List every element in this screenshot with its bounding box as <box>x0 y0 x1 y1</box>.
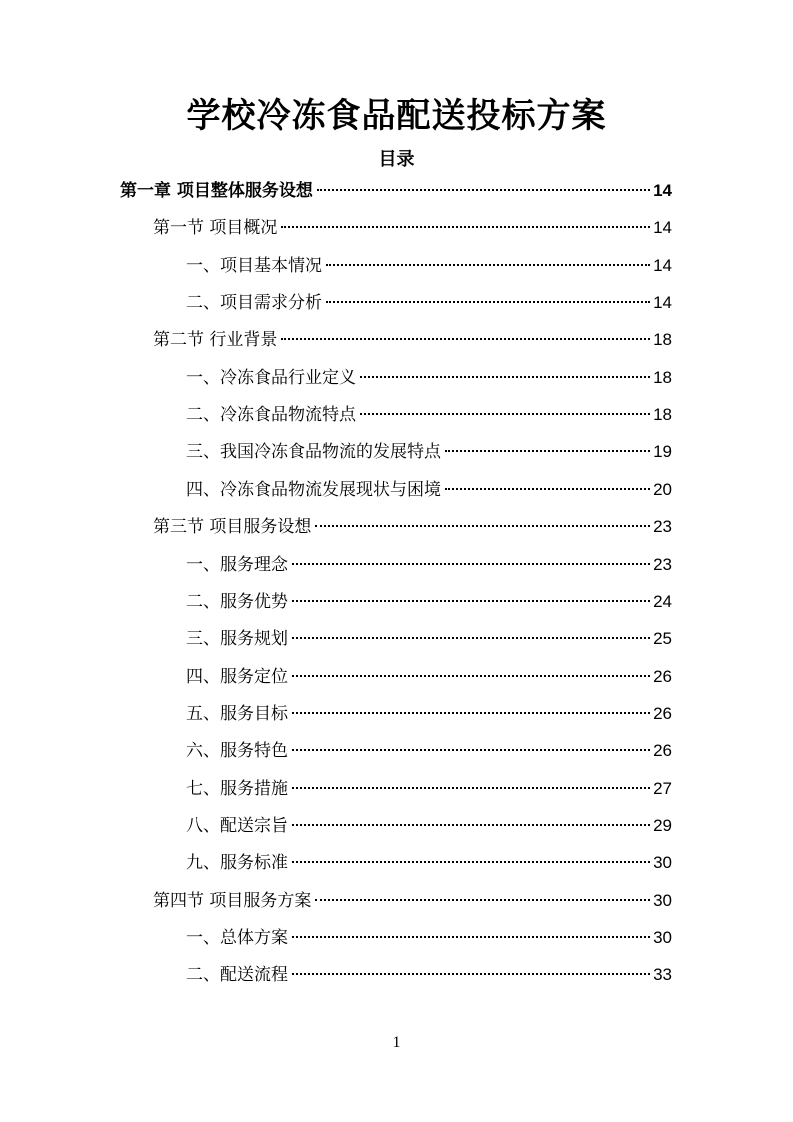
toc-entry-page: 26 <box>653 666 672 686</box>
toc-dot-leader <box>281 338 650 340</box>
toc-entry[interactable] <box>186 848 672 878</box>
toc-dot-leader <box>281 226 650 228</box>
toc-entry-label: 四、服务定位 <box>186 666 288 687</box>
toc-entry-page: 18 <box>653 330 672 350</box>
toc-dot-leader <box>292 787 650 789</box>
toc-entry-page: 20 <box>653 479 672 499</box>
toc-dot-leader <box>445 450 650 452</box>
toc-entry[interactable] <box>153 512 672 542</box>
toc-entry-page: 14 <box>653 255 672 275</box>
toc-entry-page: 18 <box>653 367 672 387</box>
toc-entry-label: 第一节 项目概况 <box>153 218 278 239</box>
toc-entry[interactable] <box>186 251 672 281</box>
toc-entry-label: 第三节 项目服务设想 <box>153 517 312 538</box>
toc-entry[interactable] <box>186 550 672 580</box>
toc-entry-page: 18 <box>653 405 672 425</box>
toc-heading: 目录 <box>378 149 415 170</box>
toc-entry-label: 第一章 项目整体服务设想 <box>120 181 313 201</box>
toc-entry[interactable] <box>153 325 672 355</box>
toc-entry-label: 九、服务标准 <box>186 853 288 874</box>
toc-entry-label: 第二节 行业背景 <box>153 330 278 351</box>
toc-entry[interactable] <box>186 736 672 766</box>
toc-entry-page: 30 <box>653 890 672 910</box>
toc-entry-label: 三、我国冷冻食品物流的发展特点 <box>186 442 441 463</box>
toc-entry-label: 五、服务目标 <box>186 703 288 724</box>
toc-dot-leader <box>292 563 650 565</box>
toc-dot-leader <box>292 936 650 938</box>
toc-entry[interactable] <box>153 213 672 243</box>
toc-entry-page: 24 <box>653 591 672 611</box>
toc-dot-leader <box>292 675 650 677</box>
toc-entry-label: 四、冷冻食品物流发展现状与困境 <box>186 479 441 500</box>
toc-entry-page: 19 <box>653 442 672 462</box>
toc-entry[interactable] <box>186 923 672 953</box>
toc-dot-leader <box>445 488 650 490</box>
toc-entry-page: 26 <box>653 741 672 761</box>
toc-dot-leader <box>326 264 650 266</box>
toc-entry[interactable] <box>120 176 672 206</box>
document-title: 学校冷冻食品配送投标方案 <box>186 96 607 136</box>
toc-entry-page: 23 <box>653 517 672 537</box>
toc-entry[interactable] <box>186 587 672 617</box>
toc-entry-page: 25 <box>653 629 672 649</box>
toc-dot-leader <box>292 749 650 751</box>
toc-dot-leader <box>292 861 650 863</box>
toc-dot-leader <box>360 376 650 378</box>
toc-dot-leader <box>317 189 650 191</box>
toc-entry-label: 二、服务优势 <box>186 591 288 612</box>
toc-entry[interactable] <box>186 811 672 841</box>
page-number: 1 <box>392 1034 401 1051</box>
toc-entry-label: 第四节 项目服务方案 <box>153 890 312 911</box>
toc-entry[interactable] <box>186 624 672 654</box>
toc-entry-label: 八、配送宗旨 <box>186 815 288 836</box>
toc-entry[interactable] <box>186 400 672 430</box>
toc-entry-page: 29 <box>653 815 672 835</box>
toc-entry-label: 二、冷冻食品物流特点 <box>186 405 356 426</box>
toc-dot-leader <box>292 973 650 975</box>
toc-dot-leader <box>326 301 650 303</box>
toc-entry-page: 33 <box>653 965 672 985</box>
toc-entry-page: 14 <box>653 218 672 238</box>
toc-entry-label: 二、配送流程 <box>186 965 288 986</box>
toc-entry-page: 27 <box>653 778 672 798</box>
toc-entry[interactable] <box>186 475 672 505</box>
toc-entry[interactable] <box>186 699 672 729</box>
toc-entry-page: 14 <box>653 181 672 200</box>
toc-entry-page: 30 <box>653 928 672 947</box>
toc-entry[interactable] <box>153 886 672 916</box>
toc-entry-label: 六、服务特色 <box>186 741 288 762</box>
toc-entry-label: 一、冷冻食品行业定义 <box>186 367 356 388</box>
toc-entry[interactable] <box>186 662 672 692</box>
toc-dot-leader <box>315 899 650 901</box>
toc-dot-leader <box>292 824 650 826</box>
toc-entry-page: 30 <box>653 853 672 873</box>
toc-entry[interactable] <box>186 960 672 990</box>
toc-entry-label: 一、服务理念 <box>186 554 288 575</box>
toc-entry[interactable] <box>186 363 672 393</box>
toc-entry-label: 二、项目需求分析 <box>186 293 322 314</box>
toc-entry-page: 14 <box>653 293 672 313</box>
toc-entry[interactable] <box>186 437 672 467</box>
toc-entry-label: 一、总体方案 <box>186 928 288 948</box>
toc-dot-leader <box>292 600 650 602</box>
toc-entry[interactable] <box>186 774 672 804</box>
toc-dot-leader <box>360 413 650 415</box>
toc-dot-leader <box>315 525 650 527</box>
toc-entry-page: 26 <box>653 703 672 723</box>
toc-entry-label: 七、服务措施 <box>186 778 288 799</box>
toc-dot-leader <box>292 712 650 714</box>
toc-entry-label: 三、服务规划 <box>186 629 288 650</box>
toc-entry-label: 一、项目基本情况 <box>186 255 322 276</box>
toc-entry[interactable] <box>186 288 672 318</box>
toc-entry-page: 23 <box>653 554 672 574</box>
toc-dot-leader <box>292 637 650 639</box>
